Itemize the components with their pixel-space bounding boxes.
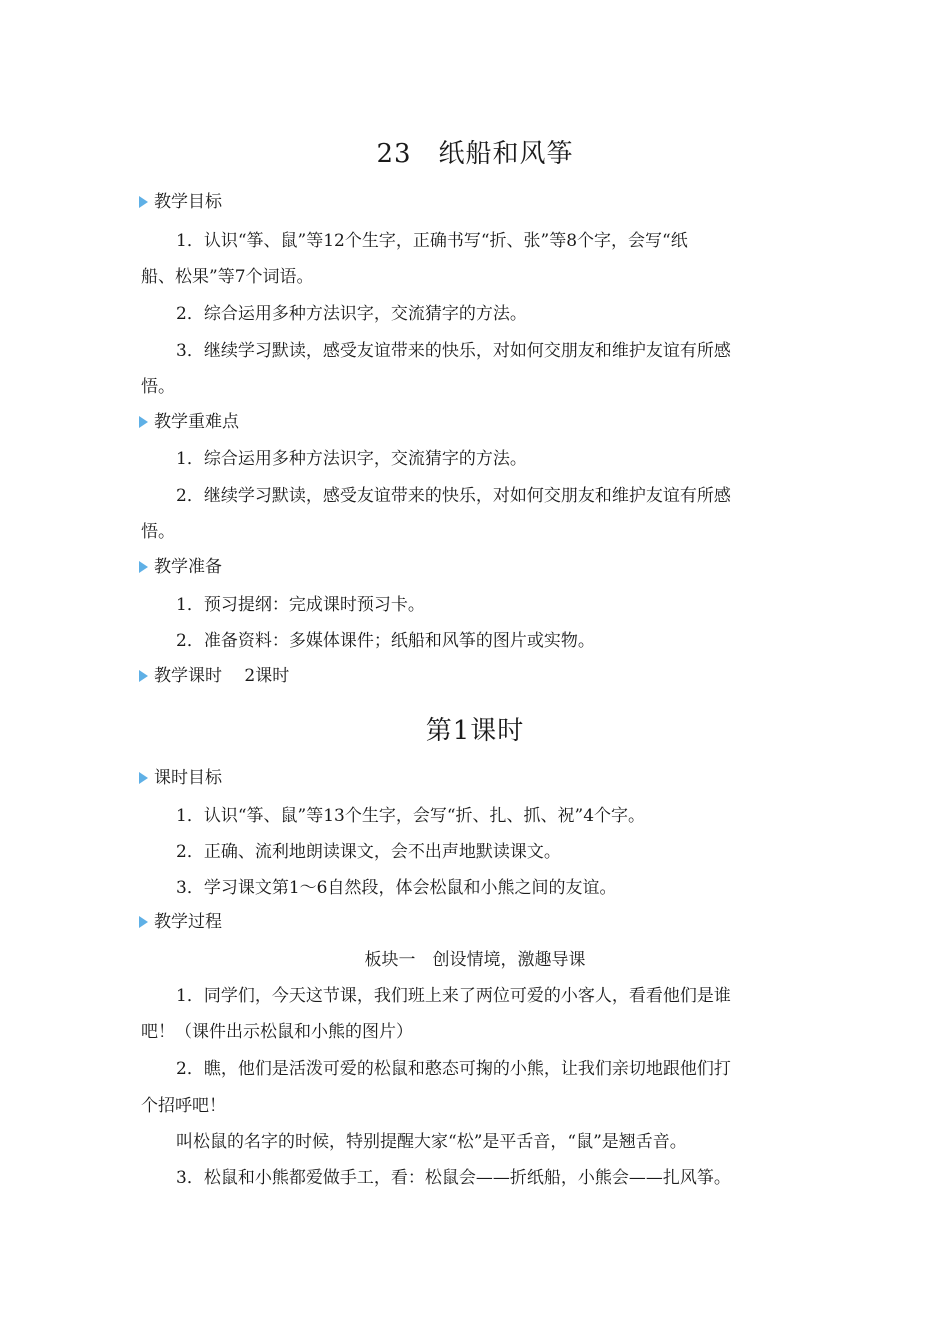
paragraph-line: 悟。 [141,377,175,397]
section-heading-process [139,910,222,934]
section-heading-preparation [139,555,222,579]
triangle-bullet-icon [139,916,148,928]
section-heading-goals [139,190,222,214]
heading-text: 教学目标 [154,192,222,212]
section-heading-lesson-goals [139,766,222,790]
paragraph-line: 叫松鼠的名字的时候，特别提醒大家“松”是平舌音，“鼠”是翘舌音。 [176,1132,687,1152]
paragraph-line: 1．综合运用多种方法识字，交流猜字的方法。 [176,449,527,469]
section-heading-key-points [139,410,239,434]
heading-text: 教学重难点 [154,412,239,432]
paragraph-line: 船、松果”等7个词语。 [141,267,314,287]
heading-text: 课时目标 [154,768,222,788]
heading-text: 教学过程 [154,912,222,932]
triangle-bullet-icon [139,416,148,428]
paragraph-line: 3．松鼠和小熊都爱做手工，看：松鼠会——折纸船，小熊会——扎风筝。 [176,1168,731,1188]
page-title: 23 纸船和风筝 [376,139,574,169]
paragraph-line: 2．准备资料：多媒体课件；纸船和风筝的图片或实物。 [176,631,595,651]
block-title: 板块一 创设情境，激趣导课 [364,950,586,970]
heading-text: 教学课时 2课时 [154,666,290,686]
paragraph-line: 1．认识“筝、鼠”等13个生字，会写“折、扎、抓、祝”4个字。 [176,806,646,826]
paragraph-line: 1．认识“筝、鼠”等12个生字，正确书写“折、张”等8个字，会写“纸 [176,231,688,251]
triangle-bullet-icon [139,561,148,573]
triangle-bullet-icon [139,196,148,208]
paragraph-line: 1．预习提纲：完成课时预习卡。 [176,595,425,615]
paragraph-line: 3．继续学习默读，感受友谊带来的快乐，对如何交朋友和维护友谊有所感 [176,341,731,361]
section-heading-hours [139,664,289,688]
triangle-bullet-icon [139,772,148,784]
paragraph-line: 1．同学们，今天这节课，我们班上来了两位可爱的小客人，看看他们是谁 [176,986,731,1006]
paragraph-line: 2．继续学习默读，感受友谊带来的快乐，对如何交朋友和维护友谊有所感 [176,486,731,506]
heading-text: 教学准备 [154,557,222,577]
lesson-title: 第1课时 [425,716,525,746]
triangle-bullet-icon [139,670,148,682]
paragraph-line: 3．学习课文第1～6自然段，体会松鼠和小熊之间的友谊。 [176,878,617,898]
paragraph-line: 2．正确、流利地朗读课文，会不出声地默读课文。 [176,842,561,862]
paragraph-line: 个招呼吧！ [141,1096,226,1116]
paragraph-line: 2．瞧，他们是活泼可爱的松鼠和憨态可掬的小熊，让我们亲切地跟他们打 [176,1059,731,1079]
paragraph-line: 吧！（课件出示松鼠和小熊的图片） [141,1022,413,1042]
paragraph-line: 2．综合运用多种方法识字，交流猜字的方法。 [176,304,527,324]
paragraph-line: 悟。 [141,522,175,542]
